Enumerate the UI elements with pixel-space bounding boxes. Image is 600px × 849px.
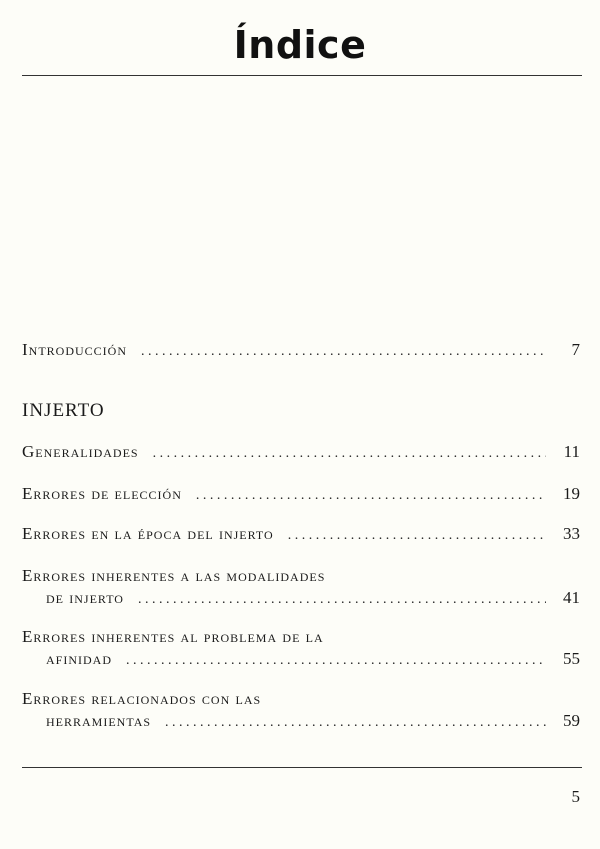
dot-leader (196, 488, 546, 504)
section-heading: INJERTO (22, 400, 105, 421)
top-divider (22, 75, 582, 76)
toc-entry-page: 11 (563, 442, 580, 461)
dot-leader (141, 344, 546, 360)
toc-entry-generalidades[interactable] (22, 442, 580, 464)
toc-entry-errores-herramientas[interactable] (22, 689, 580, 733)
toc-entry-title-continued: herramientas (46, 711, 152, 730)
toc-entry-errores-modalidades[interactable] (22, 566, 580, 610)
toc-entry-page: 33 (563, 524, 580, 543)
toc-entry-title: Errores relacionados con las (22, 689, 262, 708)
toc-entry-title-continued: de injerto (46, 588, 124, 607)
toc-entry-title: Introducción (22, 340, 127, 359)
toc-entry-page: 55 (563, 649, 580, 668)
toc-entry-title: Errores inherentes al problema de la (22, 627, 324, 646)
toc-entry-introduccion[interactable] (22, 340, 580, 362)
toc-entry-page: 59 (563, 711, 580, 730)
toc-entry-title: Generalidades (22, 442, 139, 461)
toc-entry-title: Errores en la época del injerto (22, 524, 274, 543)
dot-leader (288, 528, 546, 544)
toc-entry-title: Errores inherentes a las modalidades (22, 566, 326, 585)
toc-entry-errores-epoca[interactable] (22, 524, 580, 546)
toc-entry-errores-eleccion[interactable] (22, 484, 580, 506)
toc-entry-page: 19 (563, 484, 580, 503)
toc-entry-page: 41 (563, 588, 580, 607)
page-number: 5 (571, 787, 580, 806)
dot-leader (165, 715, 546, 731)
dot-leader (138, 592, 546, 608)
toc-entry-title: Errores de elección (22, 484, 182, 503)
toc-entry-page: 7 (571, 340, 580, 359)
toc-entry-errores-afinidad[interactable] (22, 627, 580, 671)
page-title: Índice (233, 23, 367, 67)
bottom-divider (22, 767, 582, 768)
toc-entry-title-continued: afinidad (46, 649, 112, 668)
dot-leader (153, 446, 546, 462)
dot-leader (126, 653, 546, 669)
